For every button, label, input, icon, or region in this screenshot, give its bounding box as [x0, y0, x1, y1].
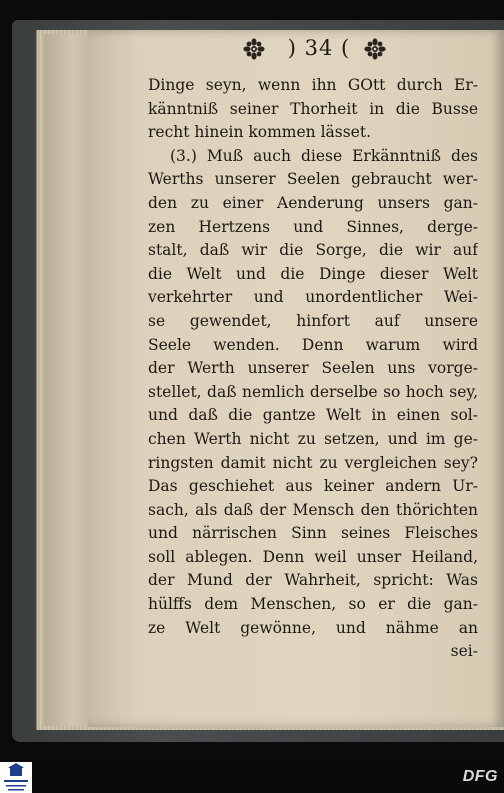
catchword: sei-	[450, 642, 478, 661]
text-line: sach, als daß der Mensch den thörichten	[148, 500, 478, 519]
text-line: die Welt und die Dinge dieser Welt	[148, 264, 478, 283]
text-line: Werths unserer Seelen gebraucht wer-	[148, 170, 478, 189]
text-line: zen Hertzens und Sinnes, derge-	[148, 217, 478, 236]
text-line: Das geschiehet aus keiner andern Ur-	[148, 477, 478, 496]
text-line: Dinge seyn, wenn ihn GOtt durch Er-	[148, 76, 478, 94]
page-header	[88, 36, 504, 66]
text-line: chen Werth nicht zu setzen, und im ge-	[148, 429, 478, 448]
text-line: ze Welt gewönne, und nähme an	[148, 618, 478, 637]
text-line: den zu einer Aenderung unsers gan-	[148, 193, 478, 212]
text-line: stalt, daß wir die Sorge, die wir auf	[148, 241, 478, 260]
rosette-ornament-icon	[243, 38, 265, 60]
text-line: (3.) Muß auch diese Erkänntniß des	[170, 146, 478, 165]
library-logo-icon	[0, 762, 32, 793]
text-line: se gewendet, hinfort auf unsere	[148, 311, 478, 330]
dfg-logo[interactable]: DFG	[462, 768, 498, 785]
library-logo[interactable]	[0, 762, 32, 793]
rosette-ornament-icon	[364, 38, 386, 60]
viewer-footer	[0, 762, 504, 793]
page-number: ) 34 (	[287, 36, 351, 60]
text-line: recht hinein kommen lässet.	[148, 123, 372, 142]
text-line: Seele wenden. Denn warum wird	[148, 335, 478, 354]
text-line: der Werth unserer Seelen uns vorge-	[148, 359, 478, 378]
text-line: ringsten damit nicht zu vergleichen sey?	[148, 453, 478, 472]
text-line: stellet, daß nemlich derselbe so hoch sey,	[148, 382, 478, 401]
text-line: hülffs dem Menschen, so er die gan-	[148, 595, 478, 614]
text-line: und närrischen Sinn seines Fleisches	[148, 524, 478, 543]
text-line: känntniß seiner Thorheit in die Busse	[148, 99, 478, 118]
text-line: und daß die gantze Welt in einen sol-	[148, 406, 478, 425]
body-text	[148, 74, 478, 664]
text-line: verkehrter und unordentlicher Wei-	[148, 288, 478, 307]
inner-margin	[44, 34, 92, 726]
text-line: der Mund der Wahrheit, spricht: Was	[148, 571, 478, 590]
text-line: soll ablegen. Denn weil unser Heiland,	[148, 547, 478, 566]
